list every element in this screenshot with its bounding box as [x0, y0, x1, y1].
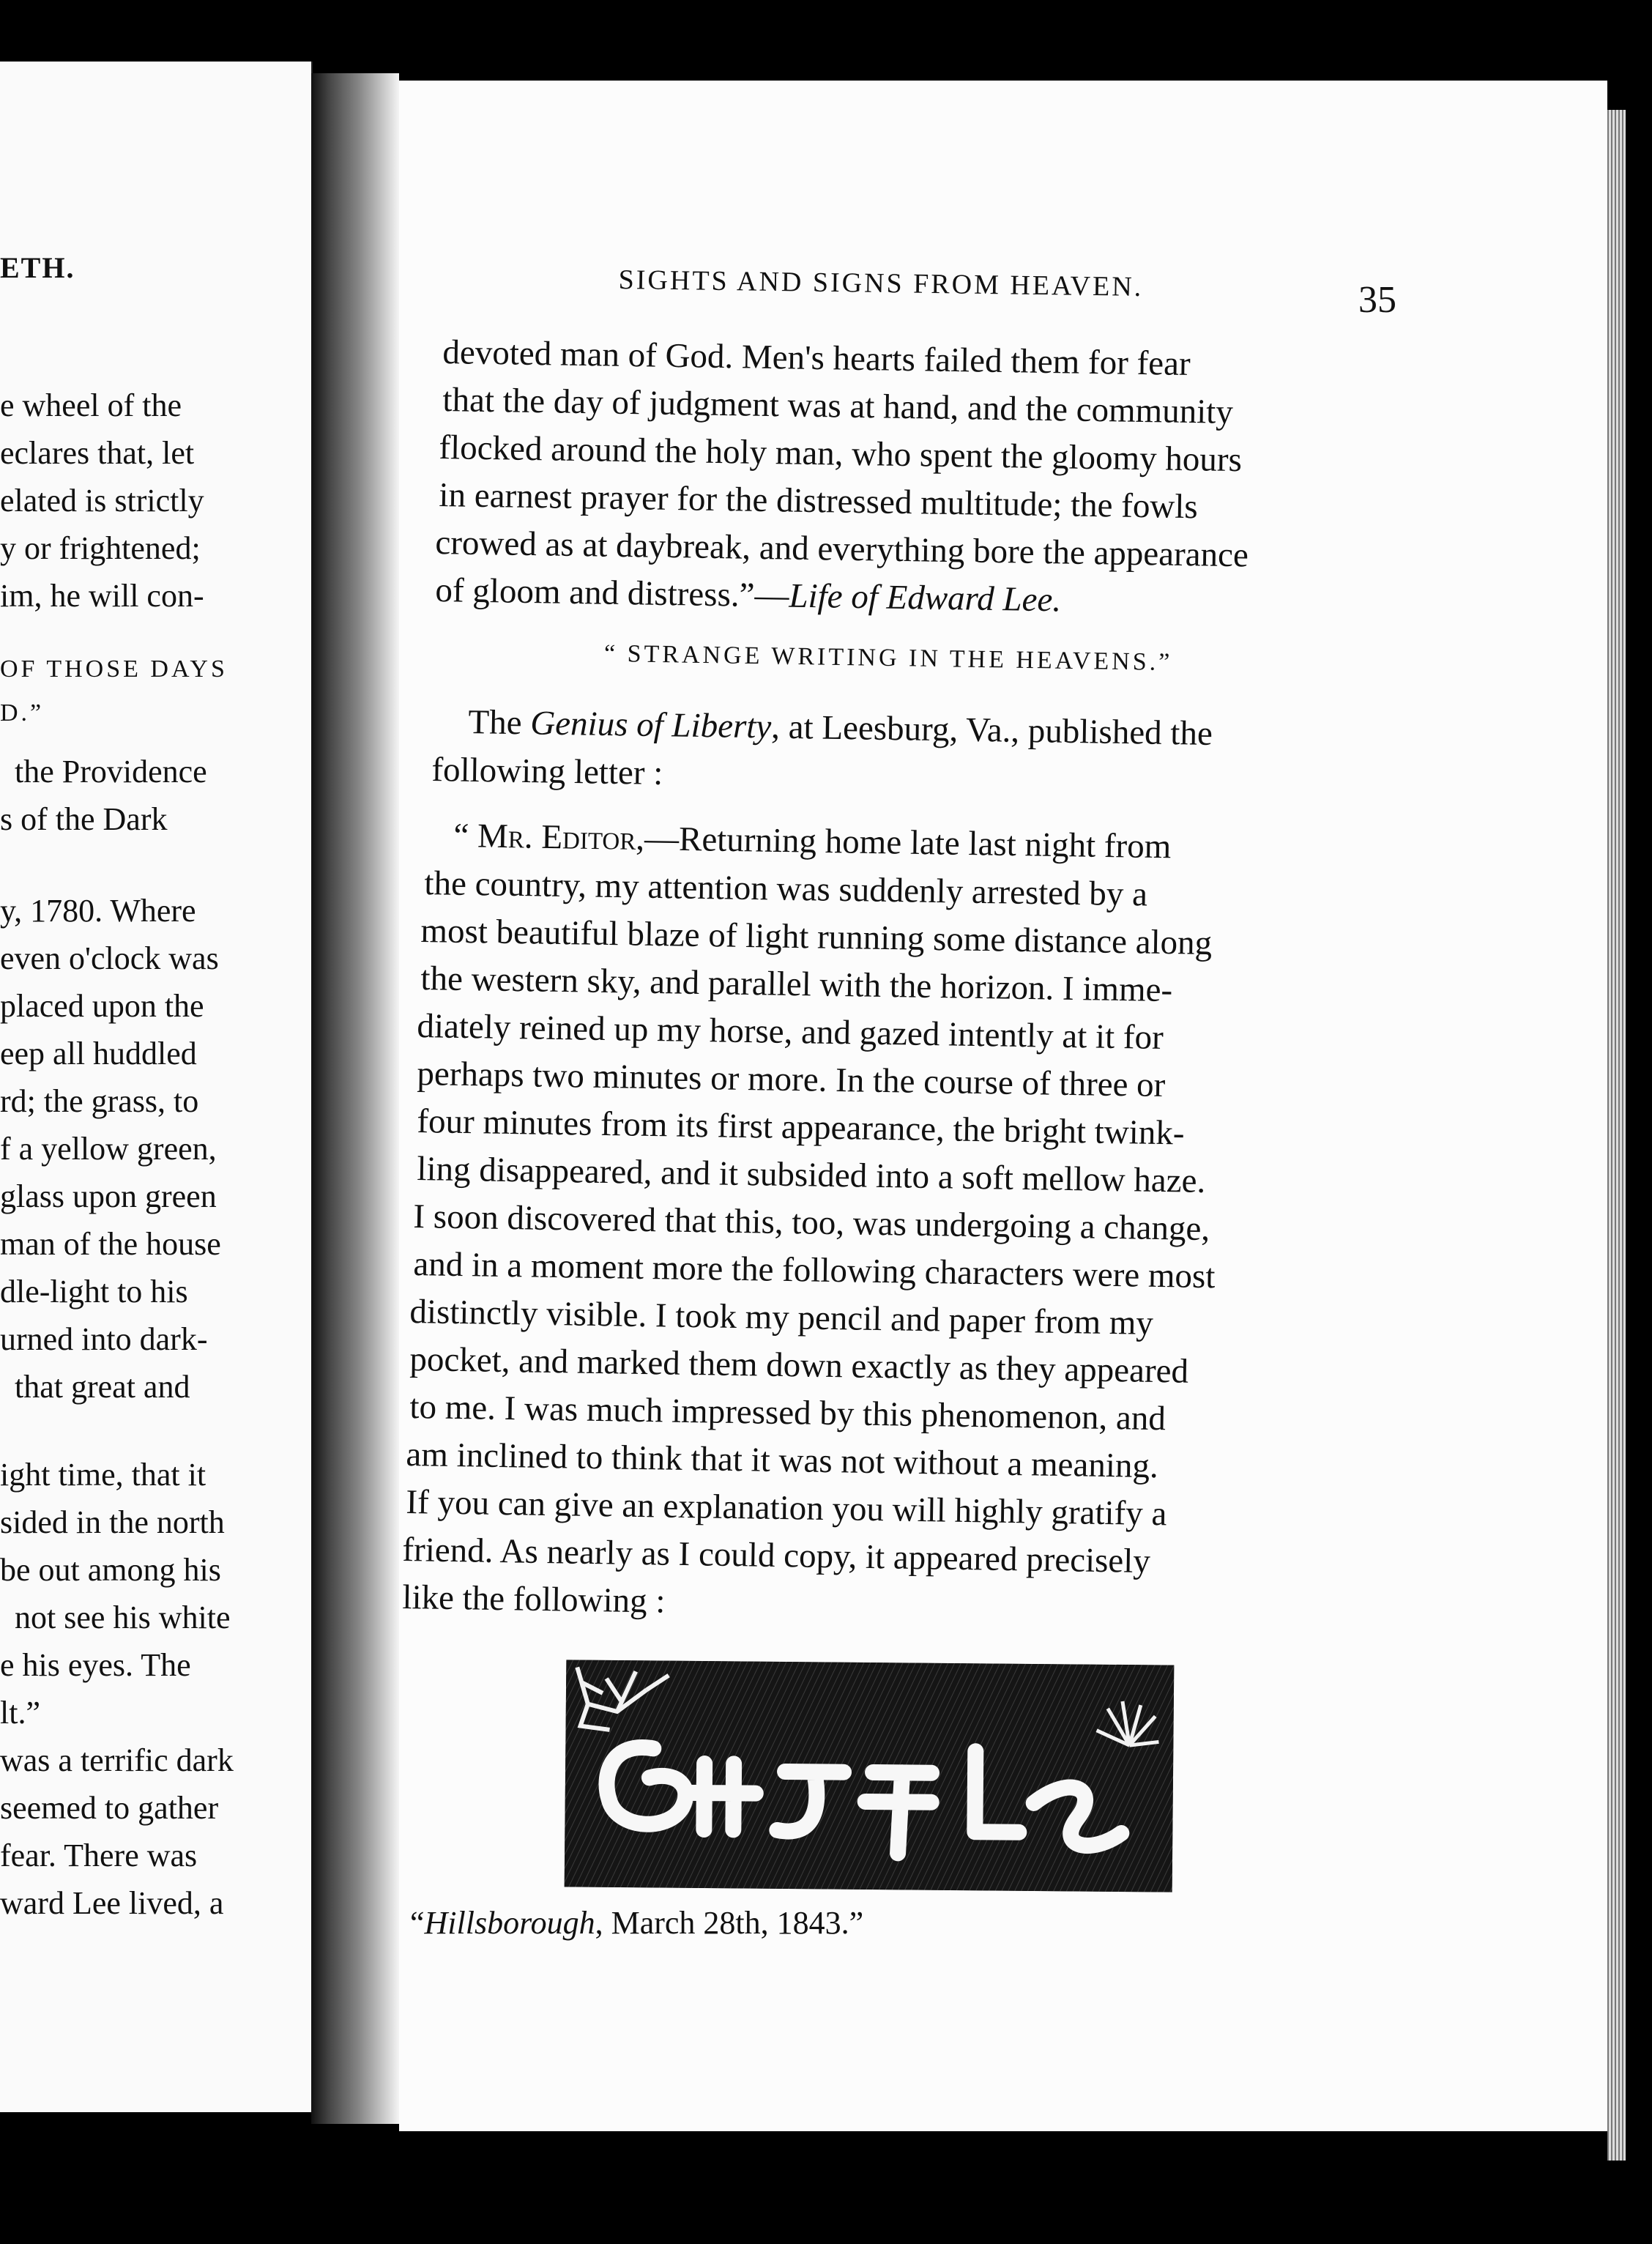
text-line: devoted man of God. Men's hearts failed them for fear: [442, 332, 1191, 384]
open-quote: “: [410, 1905, 425, 1941]
section-heading: “ STRANGE WRITING IN THE HEAVENS.”: [603, 639, 1173, 677]
signature-place: Hillsborough: [424, 1905, 595, 1941]
salutation: “ Mr. Editor,: [453, 816, 645, 858]
left-text-line: even o'clock was: [0, 940, 219, 976]
running-head: SIGHTS AND SIGNS FROM HEAVEN.: [618, 264, 1144, 303]
left-text-line: rd; the grass, to: [0, 1083, 199, 1119]
closing-line: [435, 568, 1062, 623]
closing-text: of gloom and distress.”—: [435, 571, 789, 615]
left-text-line: fear. There was: [0, 1838, 198, 1873]
left-running-head: ETH.: [0, 251, 75, 284]
book-gutter-shadow: [311, 73, 399, 2124]
text-line: the western sky, and parallel with the horizon. I imme-: [420, 959, 1173, 1010]
left-text-line: the Providence: [15, 754, 207, 790]
page-edge-stack: [1607, 110, 1626, 2161]
left-text-line: e his eyes. The: [0, 1647, 191, 1683]
left-text-line: that great and: [15, 1369, 190, 1405]
left-text-line: f a yellow green,: [0, 1131, 217, 1167]
left-text-line: glass upon green: [0, 1178, 217, 1214]
left-text-line: lt.”: [0, 1695, 40, 1731]
text-line: in earnest prayer for the distressed multitude; the fowls: [439, 475, 1199, 527]
woodcut-illustration: [565, 1660, 1175, 1892]
text-line: like the following :: [402, 1578, 666, 1621]
intro-line: [468, 699, 1213, 757]
text-line: diately reined up my horse, and gazed intently at it for: [417, 1006, 1164, 1058]
intro-text: , at Leesburg, Va., published the: [770, 707, 1213, 753]
text-line: I soon discovered that this, too, was undergoing a change,: [413, 1197, 1210, 1249]
intro-text: The: [468, 702, 531, 743]
sky-characters-woodcut: [565, 1660, 1175, 1892]
text-line: crowed as at daybreak, and everything bore the appearance: [435, 523, 1249, 575]
text-line: perhaps two minutes or more. In the course of three or: [417, 1054, 1166, 1105]
letter-signature: [410, 1904, 863, 1942]
left-text-line: e wheel of the: [0, 387, 182, 423]
text-line: flocked around the holy man, who spent the gloomy hours: [439, 428, 1243, 480]
citation: Life of Edward Lee.: [789, 576, 1062, 620]
text-line: ling disappeared, and it subsided into a soft mellow haze.: [417, 1149, 1206, 1200]
left-text-line: y or frightened;: [0, 530, 201, 566]
left-text-line: man of the house: [0, 1226, 221, 1262]
text-line: to me. I was much impressed by this phenomenon, and: [409, 1387, 1167, 1438]
left-text-line: seemed to gather: [0, 1790, 219, 1826]
left-text-line: eclares that, let: [0, 435, 195, 471]
left-text-line: ward Lee lived, a: [0, 1885, 224, 1921]
text-line: If you can give an explanation you will highly gratify a: [406, 1482, 1167, 1534]
text-line: distinctly visible. I took my pencil and paper from my: [409, 1292, 1154, 1342]
left-text-line: ight time, that it: [0, 1457, 206, 1493]
signature-date: , March 28th, 1843.”: [595, 1905, 864, 1941]
newspaper-title: Genius of Liberty: [529, 704, 772, 746]
text-line: most beautiful blaze of light running some distance along: [420, 911, 1213, 962]
text-line: following letter :: [431, 750, 663, 792]
left-text-line: elated is strictly: [0, 483, 204, 519]
text-line: that the day of judgment was at hand, and the community: [442, 380, 1234, 431]
text-line: am inclined to think that it was not without a meaning.: [406, 1435, 1159, 1486]
text-line: pocket, and marked them down exactly as they appeared: [409, 1340, 1189, 1391]
left-text-line: sided in the north: [0, 1504, 225, 1540]
left-section-heading: D.”: [0, 699, 45, 727]
left-text-line: im, he will con-: [0, 578, 204, 614]
left-text-line: dle-light to his: [0, 1274, 188, 1309]
letter-text: —Returning home late last night from: [644, 820, 1172, 866]
left-text-line: urned into dark-: [0, 1321, 208, 1357]
page-number: 35: [1358, 279, 1396, 321]
text-line: friend. As nearly as I could copy, it appeared precisely: [402, 1530, 1151, 1581]
left-text-line: be out among his: [0, 1552, 221, 1588]
left-text-line: not see his white: [15, 1600, 231, 1635]
left-text-line: y, 1780. Where: [0, 893, 196, 929]
text-line: four minutes from its first appearance, the bright twink-: [417, 1101, 1185, 1153]
text-line: the country, my attention was suddenly arrested by a: [424, 863, 1148, 914]
left-text-line: s of the Dark: [0, 801, 168, 837]
left-text-line: placed upon the: [0, 988, 204, 1024]
left-facing-page: [0, 62, 313, 2112]
left-text-line: was a terrific dark: [0, 1742, 234, 1778]
text-line: and in a moment more the following characters were most: [413, 1244, 1216, 1296]
letter-opening: [453, 813, 1172, 869]
left-section-heading: OF THOSE DAYS: [0, 655, 228, 683]
left-text-line: eep all huddled: [0, 1036, 197, 1071]
